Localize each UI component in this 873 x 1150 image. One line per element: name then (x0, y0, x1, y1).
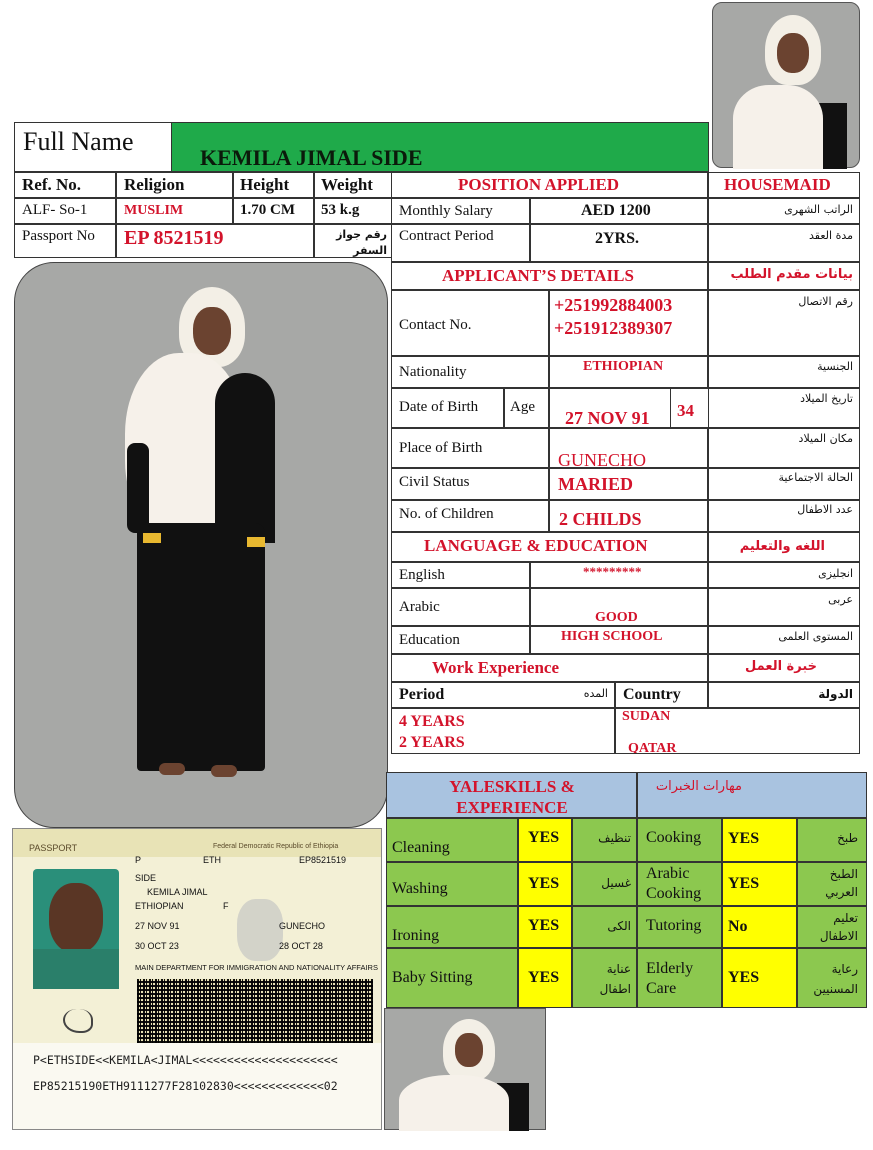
pob-label-ar-cell (708, 428, 860, 468)
skill-arabic-cooking-value-cell (722, 862, 797, 906)
pob-value: GUNECHO (558, 450, 646, 468)
passport-authority: MAIN DEPARTMENT FOR IMMIGRATION AND NATIONALITY AFFAIRS (135, 963, 378, 972)
skill-cleaning-value: YES (528, 829, 560, 846)
dob-value: 27 NOV 91 (565, 408, 650, 428)
passport-given-names: KEMILA JIMAL (147, 887, 208, 897)
skill-baby-sitting-ar: عناية اطفال (599, 962, 631, 996)
skill-cooking-cell (637, 818, 722, 862)
civil-value: MARIED (558, 474, 633, 494)
arabic-value: GOOD (595, 610, 638, 625)
contract-value: 2YRS. (595, 230, 640, 247)
skill-ironing-label: Ironing (392, 927, 440, 944)
passport-nationality: ETHIOPIAN (135, 901, 184, 911)
skill-washing-value-cell (518, 862, 572, 906)
salary-label-ar: الراتب الشهرى (784, 203, 853, 216)
age-value: 34 (677, 401, 694, 420)
work-title-ar-cell (708, 654, 860, 682)
skill-tutoring-value-cell (722, 906, 797, 948)
skills-title-ar-cell (637, 772, 867, 818)
skill-tutoring-value: No (728, 918, 748, 935)
ref-value: ALF- So-1 (22, 202, 88, 218)
civil-value-cell (549, 468, 708, 500)
children-label: No. of Children (399, 506, 494, 522)
dob-age-divider (670, 388, 671, 428)
religion-value-cell (116, 198, 233, 224)
english-label-ar: انجليزى (818, 567, 853, 580)
dob-value-cell (549, 388, 708, 428)
skill-elderly-care-ar: رعاية المسنيين (813, 962, 858, 996)
weight-value: 53 k.g (321, 202, 360, 218)
applicant-title-ar: بيانات مقدم الطلب (730, 267, 853, 282)
period-label-ar: المده (583, 687, 608, 700)
religion-label-cell (116, 172, 233, 198)
pob-label: Place of Birth (399, 440, 483, 456)
arabic-label: Arabic (399, 599, 440, 615)
skill-baby-sitting-value: YES (528, 969, 560, 986)
work-title-ar: خبرة العمل (745, 659, 817, 674)
height-label-cell (233, 172, 314, 198)
skill-tutoring-label: Tutoring (646, 917, 702, 934)
work-period-1: 4 YEARS (399, 713, 465, 730)
skill-washing-label: Washing (392, 880, 448, 897)
passport-header: PASSPORT (29, 843, 78, 853)
skill-arabic-cooking-ar: الطبخ العربي (825, 867, 858, 899)
nationality-value: ETHIOPIAN (583, 359, 664, 374)
contract-label: Contract Period (399, 228, 494, 244)
passport-signature (63, 1009, 93, 1033)
work-period-cell (391, 708, 615, 754)
passport-label-ar: رقم جواز السفر (336, 228, 387, 257)
period-label: Period (399, 686, 445, 703)
height-label: Height (240, 175, 290, 194)
full-body-photo (14, 262, 388, 828)
weight-value-cell (314, 198, 392, 224)
work-country-cell (615, 708, 860, 754)
language-title-ar: اللغه والتعليم (739, 539, 825, 554)
skill-cleaning-value-cell (518, 818, 572, 862)
position-title: POSITION APPLIED (458, 175, 620, 194)
work-country-2: QATAR (628, 741, 677, 754)
skill-cleaning-ar: تنظيف (598, 831, 631, 845)
ref-label-cell (14, 172, 116, 198)
skill-arabic-cooking-cell (637, 862, 722, 906)
period-header-cell (391, 682, 615, 708)
passport-label-cell (14, 224, 116, 258)
skills-title-ar: مهارات الخبرات (655, 779, 742, 794)
children-label-ar-cell (708, 500, 860, 532)
skill-ironing-value: YES (528, 917, 560, 934)
children-label-cell (391, 500, 549, 532)
passport-sex: F (223, 901, 229, 911)
work-title-cell (391, 654, 708, 682)
english-label-ar-cell (708, 562, 860, 588)
education-label-ar-cell (708, 626, 860, 654)
skill-elderly-care-label: Elderly Care (646, 960, 694, 997)
full-name-value: KEMILA JIMAL SIDE (200, 145, 423, 170)
applicant-title-ar-cell (708, 262, 860, 290)
skill-ironing-value-cell (518, 906, 572, 948)
weight-label: Weight (321, 175, 373, 194)
nationality-label-cell (391, 356, 549, 388)
country-header-cell (615, 682, 708, 708)
passport-expiry: 28 OCT 28 (279, 941, 323, 951)
education-value-cell (530, 626, 708, 654)
nationality-label: Nationality (399, 364, 467, 380)
skill-washing-ar: غسيل (601, 876, 631, 890)
education-label-ar: المستوى العلمى (778, 630, 853, 643)
country-label: Country (623, 686, 681, 703)
pob-label-ar: مكان الميلاد (798, 432, 853, 445)
age-label: Age (510, 399, 535, 415)
skill-tutoring-ar-cell (797, 906, 867, 948)
contact-value-cell (549, 290, 708, 356)
skills-title-cell (386, 772, 637, 818)
full-name-label: Full Name (23, 127, 134, 156)
dob-label-ar-cell (708, 388, 860, 428)
salary-value-cell (530, 198, 708, 224)
passport-dob: 27 NOV 91 (135, 921, 180, 931)
skill-ironing-ar-cell (572, 906, 637, 948)
arabic-label-ar: عربى (828, 593, 853, 606)
passport-barcode (137, 979, 373, 1043)
height-value-cell (233, 198, 314, 224)
contract-label-cell (391, 224, 530, 262)
skill-baby-sitting-value-cell (518, 948, 572, 1008)
skill-tutoring-ar: تعليم الاطفال (819, 911, 858, 943)
ref-value-cell (14, 198, 116, 224)
skill-baby-sitting-ar-cell (572, 948, 637, 1008)
nationality-value-cell (549, 356, 708, 388)
skill-cooking-ar-cell (797, 818, 867, 862)
full-name-label-cell (14, 122, 172, 172)
salary-label-ar-cell (708, 198, 860, 224)
skill-elderly-care-ar-cell (797, 948, 867, 1008)
english-label: English (399, 567, 445, 583)
passport-type: P (135, 855, 142, 865)
skill-arabic-cooking-label: Arabic Cooking (646, 865, 702, 902)
arabic-label-ar-cell (708, 588, 860, 626)
full-name-value-cell (171, 122, 709, 172)
country-label-ar: الدولة (818, 687, 853, 701)
pob-value-cell (549, 428, 708, 468)
passport-label: Passport No (22, 228, 95, 244)
salary-value: AED 1200 (581, 202, 651, 219)
children-value-cell (549, 500, 708, 532)
pob-label-cell (391, 428, 549, 468)
skill-cooking-label: Cooking (646, 829, 702, 846)
country-header-ar-cell (708, 682, 860, 708)
passport-photo (33, 869, 119, 989)
skill-ironing-ar: الكى (607, 919, 631, 933)
portrait-photo-top (712, 2, 860, 168)
passport-value: EP 8521519 (124, 227, 224, 249)
civil-label: Civil Status (399, 474, 470, 490)
height-value: 1.70 CM (240, 202, 295, 218)
age-label-cell (504, 388, 549, 428)
position-title-cell (391, 172, 708, 198)
language-title-ar-cell (708, 532, 860, 562)
skill-arabic-cooking-ar-cell (797, 862, 867, 906)
skill-cooking-ar: طبخ (837, 831, 858, 845)
contract-label-ar-cell (708, 224, 860, 262)
skill-elderly-care-value: YES (728, 969, 760, 986)
skill-cleaning-cell (386, 818, 518, 862)
education-label: Education (399, 632, 460, 648)
arabic-label-cell (391, 588, 530, 626)
nationality-label-ar-cell (708, 356, 860, 388)
skill-cleaning-label: Cleaning (392, 839, 450, 856)
passport-value-cell (116, 224, 314, 258)
dob-label-cell (391, 388, 504, 428)
applicant-title-cell (391, 262, 708, 290)
salary-label-cell (391, 198, 530, 224)
dob-label: Date of Birth (399, 399, 479, 415)
contact-label-ar-cell (708, 290, 860, 356)
passport-country-header: Federal Democratic Republic of Ethiopia (213, 843, 339, 850)
passport-ghost-photo (237, 899, 283, 961)
contact-value-1: +251992884003 (554, 295, 673, 315)
skill-cleaning-ar-cell (572, 818, 637, 862)
position-value-cell (708, 172, 860, 198)
portrait-photo-bottom (384, 1008, 546, 1130)
skill-tutoring-cell (637, 906, 722, 948)
passport-pob: GUNECHO (279, 921, 326, 931)
skill-arabic-cooking-value: YES (728, 875, 760, 892)
education-value: HIGH SCHOOL (561, 629, 663, 644)
passport-mrz-1: P<ETHSIDE<<KEMILA<JIMAL<<<<<<<<<<<<<<<<<<<<< (33, 1053, 338, 1067)
passport-label-ar-cell (314, 224, 392, 258)
skill-washing-ar-cell (572, 862, 637, 906)
contact-label-ar: رقم الاتصال (798, 295, 853, 308)
ref-label: Ref. No. (22, 175, 82, 194)
weight-label-cell (314, 172, 392, 198)
civil-label-cell (391, 468, 549, 500)
passport-number: EP8521519 (299, 855, 347, 865)
skill-elderly-care-value-cell (722, 948, 797, 1008)
passport-surname: SIDE (135, 873, 157, 883)
skill-cooking-value-cell (722, 818, 797, 862)
passport-scan (12, 828, 382, 1130)
skill-washing-value: YES (528, 875, 560, 892)
contact-label: Contact No. (399, 317, 472, 333)
skill-baby-sitting-label: Baby Sitting (392, 969, 473, 986)
contract-label-ar: مدة العقد (809, 229, 853, 242)
work-title: Work Experience (432, 658, 560, 677)
position-value: HOUSEMAID (724, 175, 831, 194)
nationality-label-ar: الجنسية (817, 360, 853, 373)
english-value: ********* (583, 564, 642, 579)
skill-elderly-care-cell (637, 948, 722, 1008)
children-value: 2 CHILDS (559, 509, 642, 529)
children-label-ar: عدد الاطفال (797, 503, 853, 516)
passport-code: ETH (203, 855, 221, 865)
religion-label: Religion (124, 175, 185, 194)
work-period-2: 2 YEARS (399, 734, 465, 751)
arabic-value-cell (530, 588, 708, 626)
contact-label-cell (391, 290, 549, 356)
language-title-cell (391, 532, 708, 562)
passport-issue: 30 OCT 23 (135, 941, 179, 951)
skill-cooking-value: YES (728, 830, 760, 847)
skills-title: YALESKILLS & EXPERIENCE (449, 777, 575, 817)
skill-washing-cell (386, 862, 518, 906)
civil-label-ar-cell (708, 468, 860, 500)
contract-value-cell (530, 224, 708, 262)
skill-ironing-cell (386, 906, 518, 948)
salary-label: Monthly Salary (399, 203, 493, 219)
english-label-cell (391, 562, 530, 588)
language-title: LANGUAGE & EDUCATION (424, 536, 648, 555)
dob-label-ar: تاريخ الميلاد (800, 392, 853, 405)
applicant-title: APPLICANT’S DETAILS (442, 266, 634, 285)
religion-value: MUSLIM (124, 203, 184, 218)
passport-mrz-2: EP85215190ETH9111277F28102830<<<<<<<<<<<<<02 (33, 1079, 338, 1093)
education-label-cell (391, 626, 530, 654)
contact-value-2: +251912389307 (554, 318, 673, 338)
civil-label-ar: الحالة الاجتماعية (778, 471, 853, 484)
english-value-cell (530, 562, 708, 588)
skill-baby-sitting-cell (386, 948, 518, 1008)
work-country-1: SUDAN (622, 709, 671, 724)
